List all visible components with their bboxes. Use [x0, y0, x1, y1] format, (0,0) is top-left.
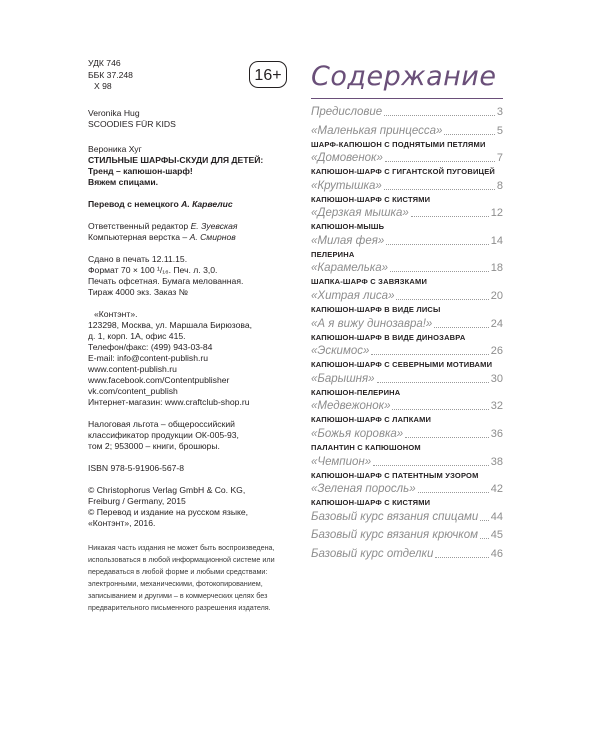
toc-entry-title: «Маленькая принцесса» [311, 124, 443, 137]
toc-list [311, 105, 503, 565]
translator-name: А. Карвелис [181, 198, 233, 209]
toc-leader-dots [444, 134, 495, 135]
legal-line: электронными, механическими, фотокопированием, [88, 578, 263, 588]
toc-entry [311, 151, 503, 179]
toc-entry [311, 528, 503, 547]
toc-entry-title: «А я вижу динозавра!» [311, 317, 433, 330]
toc-entry-page: 3 [496, 106, 503, 118]
toc-leader-dots [434, 327, 488, 328]
publisher-email: E-mail: info@content-publish.ru [88, 352, 209, 363]
toc-entry [311, 261, 503, 289]
toc-entry-subtitle: КАПЮШОН-ШАРФ В ВИДЕ ДИНОЗАВРА [311, 332, 466, 342]
toc-leader-dots [411, 216, 489, 217]
toc-leader-dots [418, 492, 489, 493]
editor-name: Е. Зуевская [190, 220, 238, 231]
copyright-line-1: © Christophorus Verlag GmbH & Co. KG, [88, 484, 246, 495]
print-date: Сдано в печать 12.11.15. [88, 253, 188, 264]
toc-entry [311, 289, 503, 317]
author-mark: Х 98 [94, 81, 112, 91]
toc-entry [311, 547, 503, 566]
title-russian-1: СТИЛЬНЫЕ ШАРФЫ-СКУДИ ДЛЯ ДЕТЕЙ: [88, 154, 264, 165]
tax-info [88, 419, 288, 452]
toc-entry-page: 38 [490, 455, 503, 468]
toc-entry-subtitle: ПЕЛЕРИНА [311, 249, 355, 259]
legal-line: предварительного письменного разрешения издателя. [88, 602, 271, 612]
toc-entry-row [311, 510, 503, 524]
toc-entry-page: 14 [490, 234, 503, 247]
toc-entry-title: «Божья коровка» [311, 428, 404, 441]
editor-label: Ответственный редактор [88, 220, 191, 231]
toc-entry-title: «Крутышка» [311, 179, 382, 192]
toc-entry-title: «Чемпион» [311, 455, 372, 468]
toc-entry-title: Базовый курс вязания спицами [311, 510, 479, 523]
toc-entry-subtitle: КАПЮШОН-ШАРФ В ВИДЕ ЛИСЫ [311, 305, 441, 315]
toc-entry-row [311, 528, 503, 542]
toc-entry [311, 317, 503, 345]
title-original: SCOODIES FÜR KIDS [88, 118, 176, 129]
toc-entry-row [311, 206, 503, 220]
toc-entry [311, 105, 503, 124]
toc-entry-page: 8 [496, 179, 503, 192]
toc-entry [311, 482, 503, 510]
toc-entry-title: «Барышня» [311, 372, 375, 385]
toc-entry [311, 372, 503, 400]
toc-leader-dots [384, 115, 495, 116]
toc-entry-row [311, 317, 503, 331]
author-russian: Вероника Хуг [88, 143, 142, 154]
toc-entry-page: 5 [496, 124, 503, 137]
toc-entry-row [311, 289, 503, 303]
title-russian-3: Вяжем спицами. [88, 176, 159, 187]
legal-line: использоваться в любой информационной системе или [88, 554, 275, 564]
toc-entry-row [311, 344, 503, 358]
toc-entry-page: 18 [490, 262, 503, 275]
publisher-facebook: www.facebook.com/Contentpublisher [88, 374, 230, 385]
toc-entry-page: 45 [490, 529, 503, 542]
toc-entry-subtitle: КАПЮШОН-ШАРФ С СЕВЕРНЫМИ МОТИВАМИ [311, 360, 493, 370]
original-edition [88, 108, 288, 130]
toc-entry [311, 344, 503, 372]
toc-leader-dots [373, 465, 489, 466]
publisher-name: «Контэнт». [94, 308, 138, 319]
toc-leader-dots [384, 189, 495, 190]
toc-leader-dots [480, 538, 489, 539]
toc-entry-row [311, 105, 503, 119]
publisher-phone: Телефон/факс: (499) 943-03-84 [88, 341, 213, 352]
toc-entry-page: 7 [496, 152, 503, 165]
tax-line-3: том 2; 953000 – книги, брошюры. [88, 440, 220, 451]
toc-entry-page: 42 [490, 483, 503, 496]
print-info [88, 254, 288, 298]
toc-entry-row [311, 151, 503, 165]
copyright [88, 485, 288, 529]
toc-entry-subtitle: ШАПКА-ШАРФ С ЗАВЯЗКАМИ [311, 277, 428, 287]
print-format: Формат 70 × 100 ¹/₁₆. Печ. л. 3,0. [88, 264, 218, 275]
toc-entry-title: «Милая фея» [311, 234, 385, 247]
toc-entry-row [311, 547, 503, 561]
layout-label: Компьютерная верстка – [88, 231, 190, 242]
toc-entry-subtitle: КАПЮШОН-ПЕЛЕРИНА [311, 387, 401, 397]
toc-entry-subtitle: КАПЮШОН-МЫШЬ [311, 222, 385, 232]
toc-divider [311, 98, 503, 99]
publisher-office: д. 1, корп. 1А, офис 415. [88, 330, 186, 341]
toc-entry-page: 30 [490, 372, 503, 385]
copyright-line-2: Freiburg / Germany, 2015 [88, 495, 186, 506]
toc-entry-row [311, 372, 503, 386]
toc-leader-dots [480, 520, 489, 521]
bbk-code: ББК 37.248 [88, 69, 133, 80]
toc-entry-subtitle: КАПЮШОН-ШАРФ С КИСТЯМИ [311, 498, 431, 508]
publisher-info [88, 309, 288, 408]
toc-entry-title: «Домовенок» [311, 152, 383, 165]
toc-entry-row [311, 261, 503, 275]
toc-entry-page: 32 [490, 400, 503, 413]
toc-entry [311, 206, 503, 234]
toc-entry-title: «Эскимос» [311, 345, 370, 358]
toc-entry-title: «Хитрая лиса» [311, 290, 395, 303]
toc-leader-dots [385, 161, 495, 162]
toc-leader-dots [377, 382, 489, 383]
toc-entry-row [311, 179, 503, 193]
author-original: Veronika Hug [88, 107, 140, 118]
russian-edition [88, 144, 288, 188]
toc-entry [311, 179, 503, 207]
isbn: ISBN 978-5-91906-567-8 [88, 462, 185, 473]
toc-entry-subtitle: КАПЮШОН-ШАРФ С КИСТЯМИ [311, 194, 431, 204]
title-russian-2: Тренд – капюшон-шарф! [88, 165, 193, 176]
print-run: Тираж 4000 экз. Заказ № [88, 286, 188, 297]
toc-entry-title: Предисловие [311, 106, 383, 118]
toc-leader-dots [390, 271, 489, 272]
translation-credit [88, 199, 288, 210]
translation-label: Перевод с немецкого [88, 198, 182, 209]
toc-entry-title: «Дерзкая мышка» [311, 207, 409, 220]
toc-entry-row [311, 124, 503, 138]
toc-entry-page: 46 [490, 547, 503, 560]
print-type: Печать офсетная. Бумага мелованная. [88, 275, 244, 286]
publisher-address: 123298, Москва, ул. Маршала Бирюзова, [88, 319, 253, 330]
legal-notice [88, 542, 288, 614]
publisher-website: www.content-publish.ru [88, 363, 177, 374]
toc-title: Содержание [311, 61, 497, 92]
toc-entry-title: «Медвежонок» [311, 400, 391, 413]
toc-entry-subtitle: ШАРФ-КАПЮШОН С ПОДНЯТЫМИ ПЕТЛЯМИ [311, 139, 486, 149]
toc-entry-subtitle: КАПЮШОН-ШАРФ С ГИГАНТСКОЙ ПУГОВИЦЕЙ [311, 167, 496, 177]
table-of-contents [311, 60, 503, 565]
toc-leader-dots [396, 299, 488, 300]
layout-name: А. Смирнов [189, 231, 236, 242]
toc-leader-dots [405, 437, 489, 438]
staff-credits [88, 221, 288, 243]
toc-entry [311, 234, 503, 262]
udk-code: УДК 746 [88, 58, 121, 68]
toc-entry [311, 124, 503, 152]
toc-entry-page: 36 [490, 428, 503, 441]
toc-leader-dots [386, 244, 488, 245]
toc-entry [311, 455, 503, 483]
age-rating-badge: 16+ [249, 61, 287, 88]
toc-entry-row [311, 482, 503, 496]
toc-entry-page: 44 [490, 510, 503, 523]
toc-entry-row [311, 455, 503, 469]
toc-entry-subtitle: КАПЮШОН-ШАРФ С ПАТЕНТНЫМ УЗОРОМ [311, 470, 479, 480]
toc-entry [311, 427, 503, 455]
toc-entry-title: Базовый курс отделки [311, 547, 434, 560]
toc-entry-title: Базовый курс вязания крючком [311, 529, 479, 542]
legal-line: записыванием и другими – в коммерческих целях без [88, 590, 268, 600]
toc-entry-page: 24 [490, 317, 503, 330]
toc-leader-dots [435, 557, 488, 558]
tax-line-2: классификатор продукции ОК-005-93, [88, 429, 239, 440]
toc-entry [311, 510, 503, 529]
toc-entry [311, 399, 503, 427]
toc-entry-page: 20 [490, 290, 503, 303]
toc-entry-title: «Карамелька» [311, 262, 389, 275]
publisher-vk: vk.com/content_publish [88, 385, 178, 396]
copyright-line-4: «Контэнт», 2016. [88, 517, 156, 528]
toc-entry-title: «Зеленая поросль» [311, 483, 416, 496]
copyright-line-3: © Перевод и издание на русском языке, [88, 506, 249, 517]
toc-entry-subtitle: ПАЛАНТИН С КАПЮШОНОМ [311, 443, 421, 453]
toc-entry-subtitle: КАПЮШОН-ШАРФ С ЛАПКАМИ [311, 415, 432, 425]
legal-line: Никакая часть издания не может быть воспроизведена, [88, 542, 275, 552]
toc-entry-row [311, 234, 503, 248]
toc-entry-page: 12 [490, 207, 503, 220]
legal-line: передаваться в любой форме и любыми средствами: [88, 566, 268, 576]
tax-line-1: Налоговая льгота – общероссийский [88, 418, 235, 429]
toc-leader-dots [371, 354, 488, 355]
imprint-column [88, 58, 288, 614]
publisher-shop: Интернет-магазин: www.craftclub-shop.ru [88, 396, 250, 407]
toc-entry-row [311, 427, 503, 441]
toc-leader-dots [392, 409, 488, 410]
toc-entry-page: 26 [490, 345, 503, 358]
toc-entry-row [311, 399, 503, 413]
